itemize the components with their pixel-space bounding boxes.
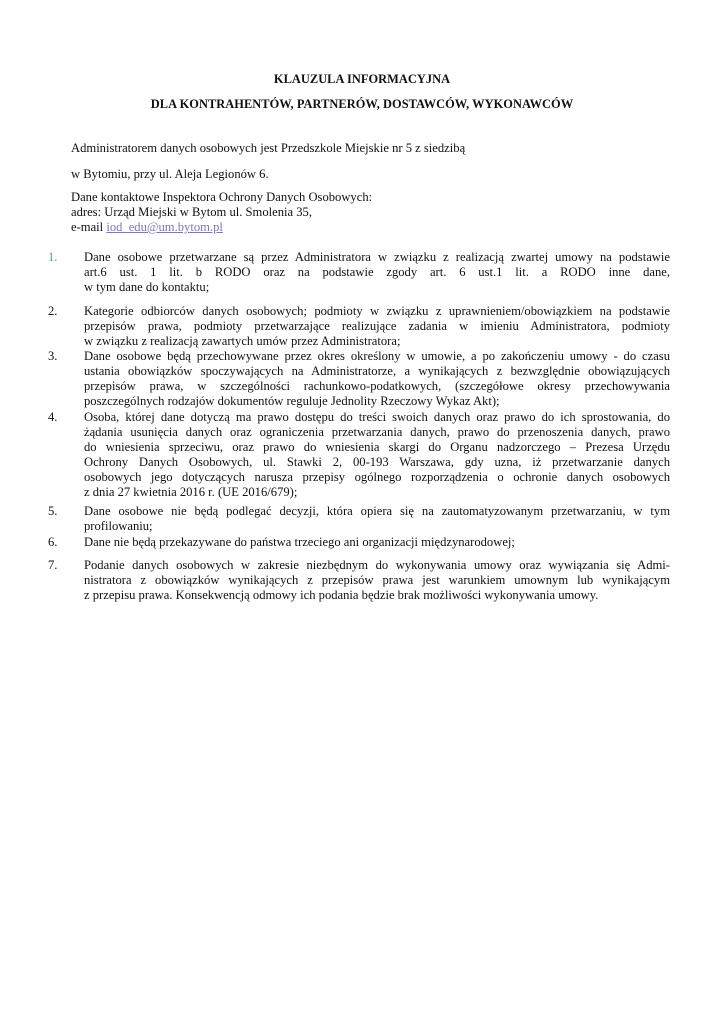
list-item-number: 3. (48, 349, 58, 363)
list-item-line: Dane osobowe nie będą podlegać decyzji, która opiera się na zautomatyzowanym przetwarzaniu, w tym (84, 504, 670, 518)
list-item-line: osobowych jego dotyczących narusza przepisy ogólnego rozporządzenia o ochronie danych osobowych (84, 469, 670, 484)
administrator-line-1: Administratorem danych osobowych jest Przedszkole Miejskie nr 5 z siedzibą (71, 141, 466, 155)
list-item-number: 7. (48, 558, 58, 572)
list-item-line: profilowaniu; (84, 518, 153, 533)
document-subtitle: DLA KONTRAHENTÓW, PARTNERÓW, DOSTAWCÓW, WYKONAWCÓW (150, 97, 574, 111)
list-item-line: ustania obowiązków spoczywających na Administratorze, a wynikających z bezwzględnie obowiązujących (84, 363, 670, 378)
list-item-line: Osoba, której dane dotyczą ma prawo dostępu do treści swoich danych oraz prawo do ich sprostowania, do (84, 410, 670, 424)
list-item-text (84, 410, 670, 499)
list-item-line: w tym dane do kontaktu; (84, 279, 210, 294)
list-item-text (84, 250, 670, 295)
list-item-line: Kategorie odbiorców danych osobowych; podmioty w związku z uprawnieniem/obowiązkiem na podstawie (84, 304, 670, 318)
administrator-line-2: w Bytomiu, przy ul. Aleja Legionów 6. (71, 167, 269, 181)
list-item-line: przepisów prawa, w szczególności rachunkowo-podatkowych, (szczegółowe okresy przechowywania (84, 378, 670, 393)
list-item-line: z przepisu prawa. Konsekwencją odmowy ich podania będzie brak możliwości wykonywania umowy. (84, 587, 599, 602)
list-item-number: 4. (48, 410, 58, 424)
list-item-text (84, 504, 670, 534)
list-item-text (84, 349, 670, 409)
list-item-line: poszczególnych rodzajów dokumentów reguluje Jednolity Rzeczowy Wykaz Akt); (84, 393, 500, 408)
list-item-line: do wniesienia sprzeciwu, oraz prawo do wniesienia skargi do Organu nadzorczego – Prezesa Urzędu (84, 439, 670, 454)
list-item-line: Podanie danych osobowych w zakresie niezbędnym do wykonywania umowy oraz wywiązania się Admi- (84, 558, 670, 572)
list-item-line: Ochrony Danych Osobowych, ul. Stawki 2, 00-193 Warszawa, gdy uzna, iż przetwarzanie danych (84, 454, 670, 469)
email-link[interactable]: iod_edu@um.bytom.pl (106, 220, 223, 234)
list-item-text (84, 304, 670, 349)
list-item-text (84, 558, 670, 603)
contact-address: adres: Urząd Miejski w Bytom ul. Smolenia 35, (71, 205, 312, 219)
list-item-line: Dane osobowe przetwarzane są przez Administratora w związku z realizacją zwartej umowy na podstawie (84, 250, 670, 264)
email-prefix: e-mail (71, 220, 107, 234)
list-item-number: 1. (48, 250, 58, 264)
list-item-line: Dane nie będą przekazywane do państwa trzeciego ani organizacji międzynarodowej; (84, 535, 515, 549)
list-item-number: 2. (48, 304, 58, 318)
list-item-number: 5. (48, 504, 58, 518)
contact-email-row (71, 220, 223, 235)
contact-heading: Dane kontaktowe Inspektora Ochrony Danych Osobowych: (71, 190, 373, 204)
list-item-line: Dane osobowe będą przechowywane przez okres określony w umowie, a po zakończeniu umowy - do czasu (84, 349, 670, 363)
list-item-line: art.6 ust. 1 lit. b RODO oraz na podstawie zgody art. 6 ust.1 lit. a RODO inne dane, (84, 264, 670, 279)
list-item-number: 6. (48, 535, 58, 549)
document-title: KLAUZULA INFORMACYJNA (273, 72, 451, 86)
list-item-line: żądania usunięcia danych oraz ograniczenia przetwarzania danych, prawo do przenoszenia danych, prawo (84, 424, 670, 439)
list-item-line: w związku z realizacją zawartych umów przez Administratora; (84, 333, 401, 348)
list-item-line: przepisów prawa, podmioty przetwarzające realizujące zadania w imieniu Administratora, podmioty (84, 318, 670, 333)
list-item-line: nistratora z obowiązków wynikających z przepisów prawa jest warunkiem umownym lub wynikającym (84, 572, 670, 587)
list-item-text (84, 535, 670, 550)
list-item-line: z dnia 27 kwietnia 2016 r. (UE 2016/679); (84, 484, 298, 499)
